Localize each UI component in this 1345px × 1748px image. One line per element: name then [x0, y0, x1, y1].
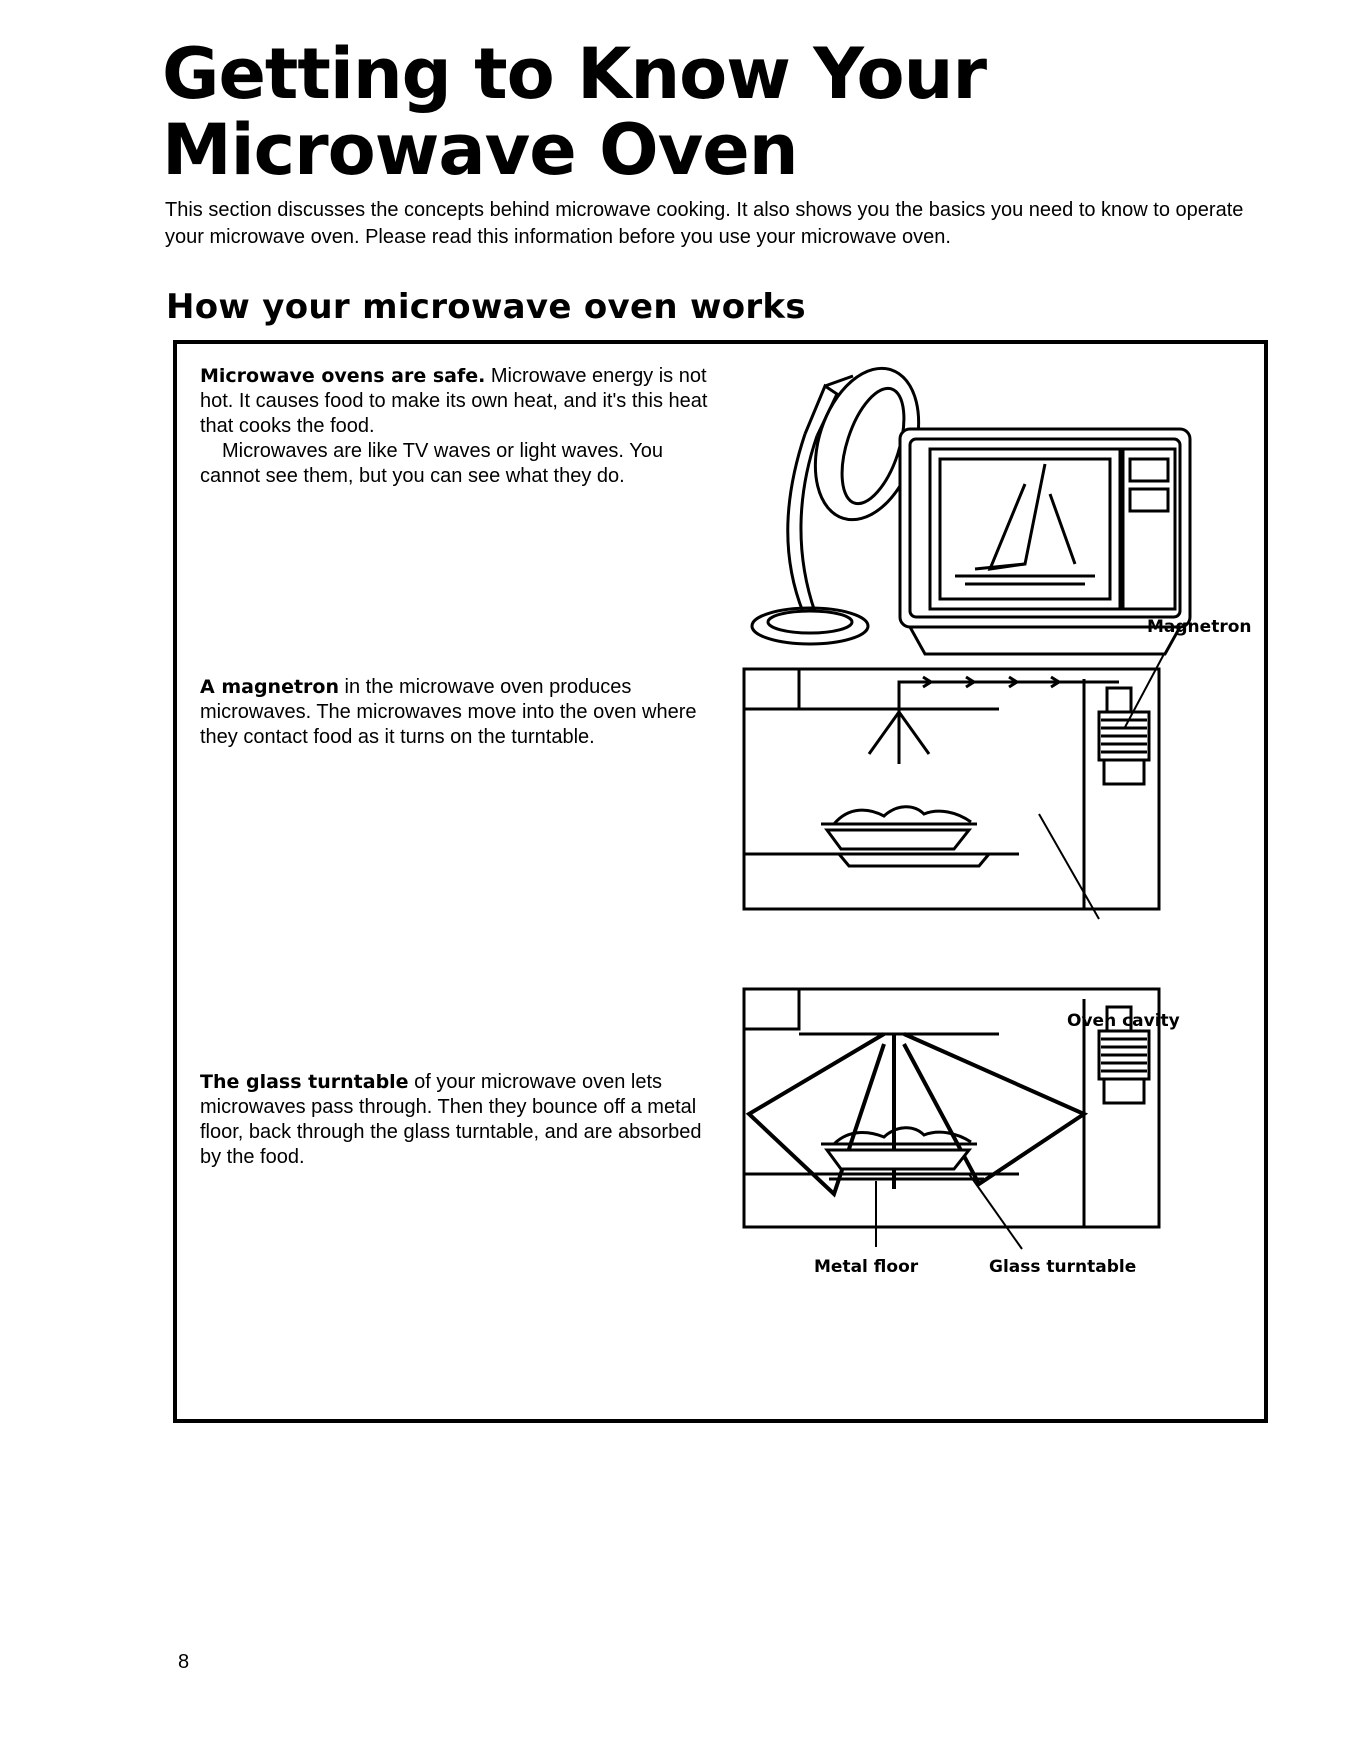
title-line-1: Getting to Know Your — [162, 33, 986, 115]
intro-paragraph: This section discusses the concepts behind microwave cooking. It also shows you the basics you need to know to operate your microwave oven. Please read this information before you use your microwave oven. — [165, 199, 1244, 248]
oven-cavity-icon — [744, 669, 1159, 909]
page-title — [162, 33, 1262, 191]
content-panel — [173, 340, 1268, 1423]
title-line-2: Microwave Oven — [162, 109, 798, 191]
page-number: 8 — [178, 1651, 190, 1673]
lead-turntable: The glass turntable — [200, 1071, 409, 1093]
body-magnetron: in the microwave oven produces microwaves. The microwaves move into the oven where they contact food as it turns on the turntable. — [200, 676, 697, 748]
lead-safe: Microwave ovens are safe. — [200, 365, 486, 387]
magnetron-callout: Magnetron — [1147, 617, 1252, 637]
callout-lines-icon — [876, 1174, 1022, 1249]
text-block-turntable — [200, 1070, 710, 1170]
body-safe: Microwave energy is not hot. It causes food to make its own heat, and it's this heat that cooks the food. — [200, 365, 708, 437]
text-block-magnetron — [200, 675, 710, 750]
food-dish-icon — [821, 807, 977, 849]
callout-lines-icon — [1039, 654, 1164, 919]
microwave-arrows-icon — [869, 677, 1119, 764]
lead-magnetron: A magnetron — [200, 676, 339, 698]
magnetron-icon — [1099, 688, 1149, 784]
body-safe-2: Microwaves are like TV waves or light waves. You cannot see them, but you can see what they do. — [200, 440, 663, 487]
glass-turntable-callout: Glass turntable — [989, 1257, 1137, 1277]
section-heading: How your microwave oven works — [166, 287, 806, 327]
oven-cavity-callout: Oven cavity — [1067, 1011, 1180, 1031]
metal-floor-callout: Metal floor — [814, 1257, 919, 1277]
text-block-safe — [200, 364, 710, 489]
body-turntable: of your microwave oven lets microwaves pass through. Then they bounce off a metal floor, back through the glass turntable, and are absorbed by the food. — [200, 1071, 702, 1168]
turntable-dish-icon — [821, 1128, 984, 1179]
magnetron-diagram — [739, 634, 1239, 964]
